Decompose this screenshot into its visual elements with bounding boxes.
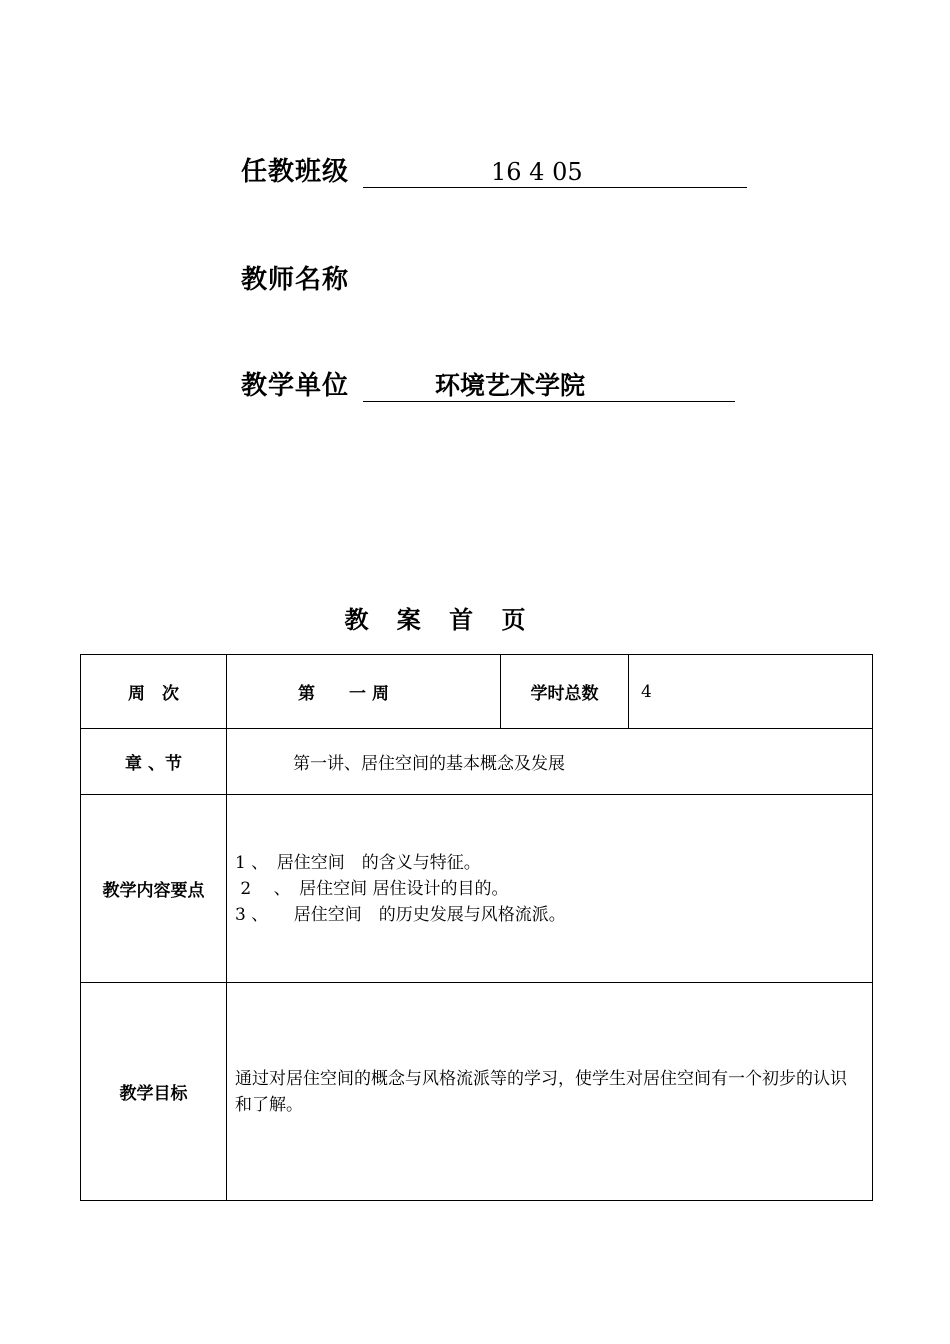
class-label: 任教班级 xyxy=(241,157,350,187)
week-row xyxy=(81,655,873,729)
hours-value: 4 xyxy=(629,655,873,729)
lesson-plan-table xyxy=(80,654,873,1201)
teacher-label: 教师名称 xyxy=(241,265,350,295)
content-line-3: 3 、 居住空间 的历史发展与风格流派。 xyxy=(235,904,566,925)
hours-label: 学时总数 xyxy=(501,655,629,729)
unit-label: 教学单位 xyxy=(241,371,350,401)
class-underline xyxy=(363,155,747,188)
content-cell xyxy=(227,795,873,983)
content-row xyxy=(81,795,873,983)
chapter-value: 第一讲、居住空间的基本概念及发展 xyxy=(227,729,873,795)
unit-underline xyxy=(363,369,735,402)
unit-field xyxy=(241,362,735,402)
goal-row xyxy=(81,983,873,1201)
content-line-1: 1 、 居住空间 的含义与特征。 xyxy=(235,852,481,873)
week-label: 周 次 xyxy=(81,655,227,729)
content-label: 教学内容要点 xyxy=(81,795,227,983)
week-value: 第 一 周 xyxy=(227,655,501,729)
unit-value: 环境艺术学院 xyxy=(435,371,586,400)
class-value: 16 4 05 xyxy=(491,158,583,186)
doc-title: 教 案 首 页 xyxy=(344,606,536,634)
class-field xyxy=(241,148,747,188)
content-line-2: 2 、 居住空间 居住设计的目的。 xyxy=(235,878,509,899)
goal-value: 通过对居住空间的概念与风格流派等的学习，使学生对居住空间有一个初步的认识和了解。 xyxy=(227,983,873,1201)
goal-label: 教学目标 xyxy=(81,983,227,1201)
teacher-field xyxy=(241,256,349,296)
chapter-label: 章 、节 xyxy=(81,729,227,795)
chapter-row xyxy=(81,729,873,795)
